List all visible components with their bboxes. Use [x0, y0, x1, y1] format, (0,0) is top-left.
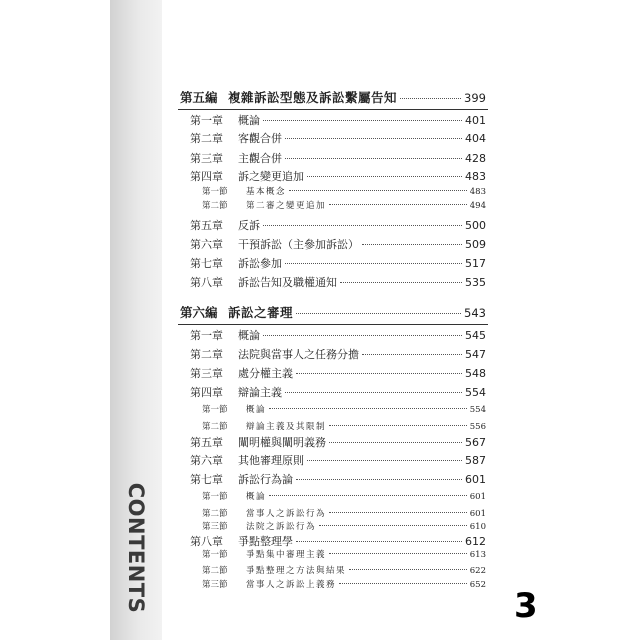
contents-side-label: CONTENTS [124, 482, 148, 614]
toc-chapter-row[interactable] [180, 533, 486, 549]
dot-leader [263, 225, 462, 226]
dot-leader [296, 479, 462, 480]
part-title: 訴訟之審理 [228, 305, 294, 320]
chapter-number: 第五章 [190, 219, 223, 232]
toc-chapter-row[interactable] [180, 112, 486, 128]
dot-leader [329, 442, 462, 443]
section-page: 652 [469, 580, 486, 590]
chapter-title: 法院與當事人之任務分擔 [238, 348, 359, 361]
chapter-number: 第八章 [190, 276, 223, 289]
part-title: 複雜訴訟型態及訴訟繫屬告知 [228, 90, 398, 105]
toc-chapter-row[interactable] [180, 452, 486, 468]
dot-leader [362, 244, 462, 245]
dot-leader [329, 425, 467, 426]
chapter-page: 535 [465, 276, 486, 289]
dot-leader [269, 495, 467, 496]
chapter-number: 第二章 [190, 132, 223, 145]
section-page: 483 [469, 187, 486, 197]
section-number: 第二節 [202, 201, 228, 211]
chapter-number: 第六章 [190, 454, 223, 467]
section-page: 610 [469, 522, 486, 532]
dot-leader [349, 569, 467, 570]
chapter-title: 主觀合併 [238, 152, 282, 165]
chapter-title: 處分權主義 [238, 367, 293, 380]
dot-leader [307, 176, 462, 177]
toc-chapter-row[interactable] [180, 255, 486, 271]
toc-chapter-row[interactable] [180, 274, 486, 290]
section-title: 爭點集中審理主義 [246, 550, 327, 560]
chapter-title: 干預訴訟（主參加訴訟） [238, 238, 359, 251]
chapter-number: 第七章 [190, 473, 223, 486]
toc-chapter-row[interactable] [180, 217, 486, 233]
chapter-page: 612 [465, 535, 486, 548]
section-title: 當事人之訴訟上義務 [246, 580, 337, 590]
chapter-page: 545 [465, 329, 486, 342]
section-title: 當事人之訴訟行為 [246, 509, 327, 519]
chapter-number: 第三章 [190, 367, 223, 380]
chapter-number: 第一章 [190, 329, 223, 342]
chapter-number: 第四章 [190, 386, 223, 399]
chapter-number: 第三章 [190, 152, 223, 165]
section-number: 第二節 [202, 566, 228, 576]
section-title: 基本概念 [246, 187, 287, 197]
section-title: 概論 [246, 492, 267, 502]
part-page: 543 [464, 306, 486, 320]
toc-chapter-row[interactable] [180, 384, 486, 400]
dot-leader [285, 263, 462, 264]
chapter-page: 548 [465, 367, 486, 380]
dot-leader [263, 335, 462, 336]
toc-part-row[interactable] [180, 303, 486, 321]
part-divider [178, 109, 488, 110]
toc-section-row[interactable] [180, 420, 486, 432]
dot-leader [289, 190, 467, 191]
chapter-number: 第一章 [190, 114, 223, 127]
section-number: 第一節 [202, 187, 228, 197]
chapter-number: 第二章 [190, 348, 223, 361]
section-title: 辯論主義及其限制 [246, 422, 327, 432]
section-title: 法院之訴訟行為 [246, 522, 317, 532]
toc-chapter-row[interactable] [180, 130, 486, 146]
chapter-title: 訴之變更追加 [238, 170, 304, 183]
dot-leader [296, 313, 461, 314]
section-page: 601 [469, 492, 486, 502]
section-title: 概論 [246, 405, 267, 415]
chapter-page: 404 [465, 132, 486, 145]
dot-leader [319, 525, 467, 526]
chapter-title: 爭點整理學 [238, 535, 293, 548]
chapter-number: 第四章 [190, 170, 223, 183]
chapter-page: 587 [465, 454, 486, 467]
dot-leader [329, 512, 467, 513]
toc-chapter-row[interactable] [180, 471, 486, 487]
chapter-page: 517 [465, 257, 486, 270]
chapter-title: 客觀合併 [238, 132, 282, 145]
chapter-title: 闡明權與闡明義務 [238, 436, 326, 449]
chapter-page: 567 [465, 436, 486, 449]
section-number: 第一節 [202, 492, 228, 502]
dot-leader [296, 373, 462, 374]
chapter-number: 第八章 [190, 535, 223, 548]
section-page: 613 [469, 550, 486, 560]
chapter-page: 401 [465, 114, 486, 127]
dot-leader [285, 138, 462, 139]
toc-section-row[interactable] [180, 199, 486, 211]
dot-leader [362, 354, 462, 355]
section-title: 爭點整理之方法與結果 [246, 566, 347, 576]
section-page: 494 [469, 201, 486, 211]
chapter-page: 601 [465, 473, 486, 486]
dot-leader [296, 541, 462, 542]
chapter-page: 428 [465, 152, 486, 165]
toc-section-row[interactable] [180, 490, 486, 502]
chapter-number: 第六章 [190, 238, 223, 251]
toc-section-row[interactable] [180, 564, 486, 576]
part-divider [178, 324, 488, 325]
dot-leader [263, 120, 462, 121]
section-page: 601 [469, 509, 486, 519]
dot-leader [339, 583, 467, 584]
section-page: 556 [469, 422, 486, 432]
section-number: 第一節 [202, 405, 228, 415]
chapter-page: 483 [465, 170, 486, 183]
toc-chapter-row[interactable] [180, 150, 486, 166]
toc-section-row[interactable] [180, 507, 486, 519]
part-page: 399 [464, 91, 486, 105]
dot-leader [269, 408, 467, 409]
toc-section-row[interactable] [180, 403, 486, 415]
part-number: 第六編 [180, 305, 218, 320]
toc-chapter-row[interactable] [180, 434, 486, 450]
chapter-number: 第七章 [190, 257, 223, 270]
section-number: 第二節 [202, 422, 228, 432]
chapter-number: 第五章 [190, 436, 223, 449]
toc-chapter-row[interactable] [180, 365, 486, 381]
chapter-page: 547 [465, 348, 486, 361]
dot-leader [400, 98, 461, 99]
toc-section-row[interactable] [180, 578, 486, 590]
chapter-page: 500 [465, 219, 486, 232]
chapter-page: 509 [465, 238, 486, 251]
toc-part-row[interactable] [180, 88, 486, 106]
section-number: 第三節 [202, 522, 228, 532]
toc-section-row[interactable] [180, 548, 486, 560]
dot-leader [329, 553, 467, 554]
section-page: 622 [469, 566, 486, 576]
dot-leader [285, 392, 462, 393]
toc-chapter-row[interactable] [180, 346, 486, 362]
chapter-title: 辯論主義 [238, 386, 282, 399]
section-number: 第二節 [202, 509, 228, 519]
toc-chapter-row[interactable] [180, 168, 486, 184]
dot-leader [285, 158, 462, 159]
chapter-title: 概論 [238, 114, 260, 127]
chapter-page: 554 [465, 386, 486, 399]
toc-chapter-row[interactable] [180, 327, 486, 343]
toc-section-row[interactable] [180, 520, 486, 532]
chapter-title: 概論 [238, 329, 260, 342]
dot-leader [329, 204, 467, 205]
toc-section-row[interactable] [180, 185, 486, 197]
dot-leader [340, 282, 462, 283]
dot-leader [307, 460, 462, 461]
chapter-title: 反訴 [238, 219, 260, 232]
chapter-title: 訴訟參加 [238, 257, 282, 270]
toc-chapter-row[interactable] [180, 236, 486, 252]
chapter-title: 其他審理原則 [238, 454, 304, 467]
part-number: 第五編 [180, 90, 218, 105]
section-number: 第三節 [202, 580, 228, 590]
section-number: 第一節 [202, 550, 228, 560]
chapter-title: 訴訟告知及職權通知 [238, 276, 337, 289]
chapter-title: 訴訟行為論 [238, 473, 293, 486]
section-title: 第二審之變更追加 [246, 201, 327, 211]
page-number: 3 [514, 586, 538, 626]
section-page: 554 [469, 405, 486, 415]
